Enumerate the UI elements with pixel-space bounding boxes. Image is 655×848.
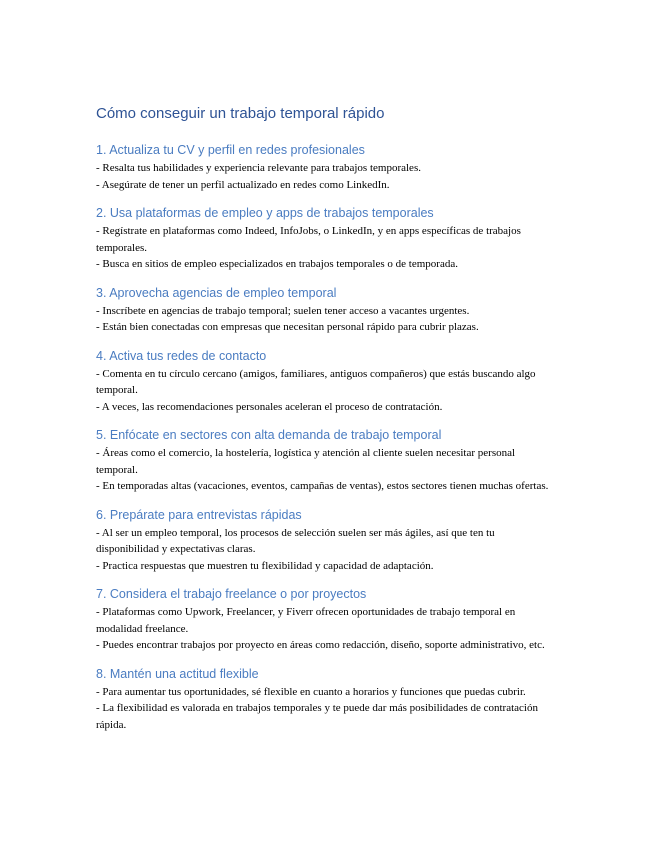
section-heading: 7. Considera el trabajo freelance o por proyectos bbox=[96, 587, 367, 601]
bullet-item: - Plataformas como Upwork, Freelancer, y Fiverr ofrecen oportunidades de trabajo temporal en modalidad freelance. bbox=[96, 606, 516, 635]
bullet-item: - Para aumentar tus oportunidades, sé flexible en cuanto a horarios y funciones que puedas cubrir. bbox=[96, 685, 526, 698]
bullet-item: - Al ser un empleo temporal, los procesos de selección suelen ser más ágiles, así que ten tu disponibilidad y expectativas claras. bbox=[96, 526, 495, 555]
section-4 bbox=[96, 348, 556, 416]
bullet-item: - Asegúrate de tener un perfil actualizado en redes como LinkedIn. bbox=[96, 178, 390, 191]
document-page bbox=[96, 104, 556, 745]
section-heading: 4. Activa tus redes de contacto bbox=[96, 348, 267, 363]
section-8 bbox=[96, 666, 556, 734]
section-heading: 5. Enfócate en sectores con alta demanda de trabajo temporal bbox=[96, 428, 442, 442]
section-3 bbox=[96, 285, 556, 336]
bullet-item: - A veces, las recomendaciones personales aceleran el proceso de contratación. bbox=[96, 400, 443, 413]
bullet-item: - Practica respuestas que muestren tu flexibilidad y capacidad de adaptación. bbox=[96, 559, 434, 572]
section-6 bbox=[96, 507, 556, 575]
section-heading: 8. Mantén una actitud flexible bbox=[96, 666, 259, 681]
bullet-item: - Inscríbete en agencias de trabajo temporal; suelen tener acceso a vacantes urgentes. bbox=[96, 304, 470, 317]
bullet-item: - Están bien conectadas con empresas que necesitan personal rápido para cubrir plazas. bbox=[96, 321, 479, 333]
bullet-item: - Resalta tus habilidades y experiencia relevante para trabajos temporales. bbox=[96, 162, 421, 174]
bullet-item: - La flexibilidad es valorada en trabajos temporales y te puede dar más posibilidades de contratación rápida. bbox=[96, 702, 538, 731]
bullet-item: - Puedes encontrar trabajos por proyecto en áreas como redacción, diseño, soporte administrativo, etc. bbox=[96, 639, 545, 651]
bullet-item: - En temporadas altas (vacaciones, eventos, campañas de ventas), estos sectores tienen muchas ofertas. bbox=[96, 480, 549, 492]
section-5 bbox=[96, 427, 556, 495]
bullet-item: - Regístrate en plataformas como Indeed, InfoJobs, o LinkedIn, y en apps específicas de trabajos temporales. bbox=[96, 225, 521, 254]
section-heading: 6. Prepárate para entrevistas rápidas bbox=[96, 507, 302, 522]
section-7 bbox=[96, 586, 556, 654]
bullet-item: - Comenta en tu círculo cercano (amigos, familiares, antiguos compañeros) que estás buscando algo temporal. bbox=[96, 367, 536, 396]
section-heading: 3. Aprovecha agencias de empleo temporal bbox=[96, 285, 337, 300]
bullet-item: - Áreas como el comercio, la hostelería, logística y atención al cliente suelen necesitar personal temporal. bbox=[96, 447, 516, 476]
document-title: Cómo conseguir un trabajo temporal rápido bbox=[96, 105, 385, 122]
section-heading: 2. Usa plataformas de empleo y apps de trabajos temporales bbox=[96, 206, 434, 220]
section-2 bbox=[96, 205, 556, 273]
section-1 bbox=[96, 142, 556, 193]
section-heading: 1. Actualiza tu CV y perfil en redes profesionales bbox=[96, 143, 365, 157]
bullet-item: - Busca en sitios de empleo especializados en trabajos temporales o de temporada. bbox=[96, 258, 458, 270]
